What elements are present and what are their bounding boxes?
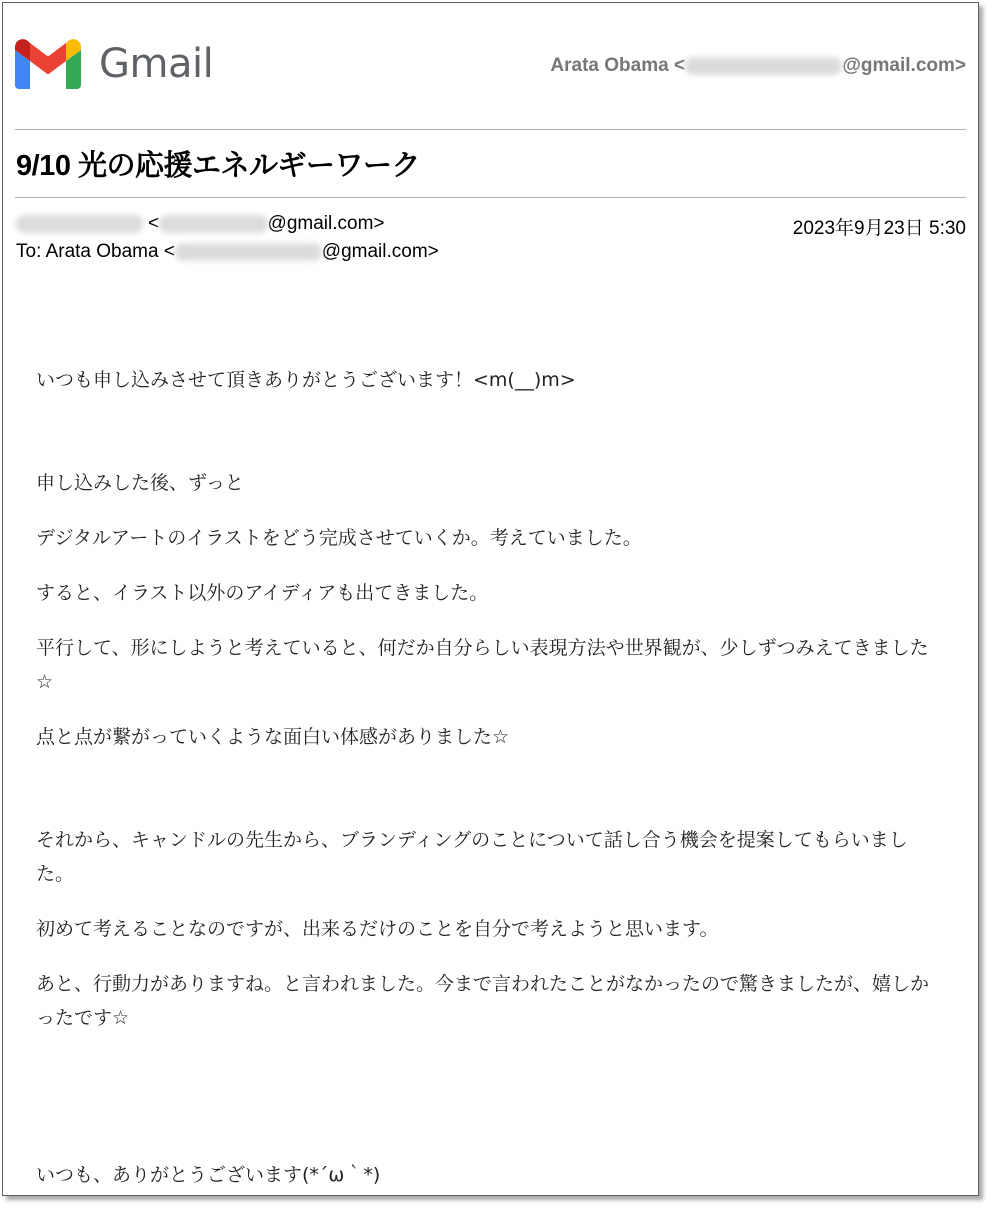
account-email-domain: @gmail.com>	[842, 55, 966, 76]
body-paragraph: 点と点が繋がっていくような面白い体感がありました☆	[36, 726, 510, 748]
email-date: 2023年9月23日 5:30	[792, 218, 966, 239]
divider	[15, 197, 966, 198]
sender-email-domain: @gmail.com>	[267, 213, 385, 234]
body-paragraph: 平行して、形にしようと考えていると、何だか自分らしい表現方法や世界観が、少しずつみえてきました☆	[36, 637, 929, 693]
sender-name-redacted	[16, 215, 143, 232]
recipient-line	[16, 241, 439, 263]
account-email-redacted	[685, 57, 842, 74]
gmail-wordmark: Gmail	[99, 41, 214, 87]
body-paragraph: すると、イラスト以外のアイディアも出てきました。	[36, 582, 489, 604]
body-paragraph: 申し込みした後、ずっと	[36, 472, 244, 494]
email-print-view	[2, 2, 979, 1196]
body-paragraph: あと、行動力がありますね。と言われました。今まで言われたことがなかったので驚きましたが、嬉しかったです☆	[36, 973, 930, 1029]
body-paragraph: 初めて考えることなのですが、出来るだけのことを自分で考えようと思います。	[36, 918, 719, 940]
divider	[15, 129, 966, 130]
account-header: Arata Obama < @gmail.com>	[550, 55, 966, 76]
email-body	[36, 363, 941, 1196]
body-paragraph: デジタルアートのイラストをどう完成させていくか。考えていました。	[36, 527, 642, 549]
email-subject: 9/10 光の応援エネルギーワーク	[16, 150, 421, 182]
body-paragraph: いつも、ありがとうございます(*´ω｀*)	[36, 1164, 381, 1186]
body-paragraph: それから、キャンドルの先生から、ブランディングのことについて話し合う機会を提案してもらいました。	[36, 829, 908, 885]
gmail-logo	[15, 39, 213, 89]
recipient-email-domain: @gmail.com>	[321, 241, 439, 262]
recipient-email-redacted	[175, 243, 322, 260]
sender-email-redacted	[159, 215, 267, 232]
account-name: Arata Obama	[550, 55, 669, 76]
gmail-m-icon	[15, 39, 81, 89]
recipient-label: To: Arata Obama <	[16, 241, 175, 262]
sender-line: < @gmail.com>	[16, 213, 385, 235]
body-paragraph: いつも申し込みさせて頂きありがとうございます！<m(__)m>	[36, 369, 576, 391]
